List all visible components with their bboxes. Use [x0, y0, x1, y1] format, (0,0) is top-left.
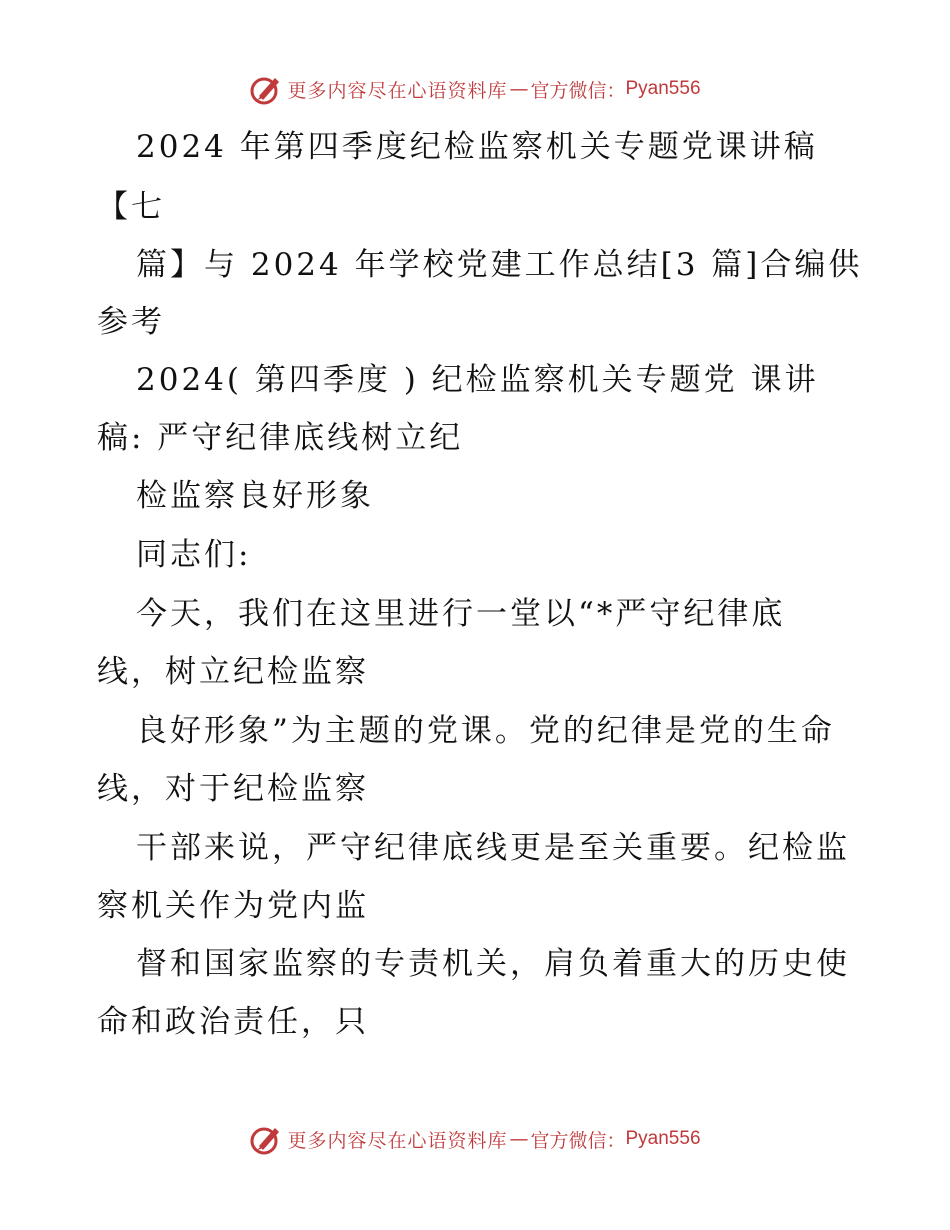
title-line-1: 2024 年第四季度纪检监察机关专题党课讲稿 — [136, 129, 818, 165]
title-line-3: 篇】与 2024 年学校党建工作总结[3 篇]合编供 — [136, 247, 863, 283]
body-line: 察机关作为党内监 — [97, 888, 369, 924]
body-line: 今天，我们在这里进行一堂以“*严守纪律底 — [136, 596, 786, 632]
salutation: 同志们: — [136, 537, 252, 573]
subtitle-line-1: 2024( 第四季度 ) 纪检监察机关专题党 课讲 — [136, 362, 819, 398]
body-line: 线，对于纪检监察 — [97, 771, 369, 807]
body-line: 督和国家监察的专责机关，肩负着重大的历史使 — [136, 946, 850, 982]
footer-wechat-label: 官方微信： — [530, 1129, 626, 1152]
title-line-2: 【七 — [97, 189, 165, 225]
header-wechat-label: 官方微信： — [530, 79, 626, 102]
footer-site-text: 更多内容尽在心语资料库 — [287, 1129, 508, 1152]
header-wechat-id: Pyan556 — [625, 78, 701, 99]
subtitle-line-3: 检监察良好形象 — [136, 478, 374, 514]
footer-watermark — [0, 1122, 950, 1156]
header-dash: — — [509, 78, 529, 100]
header-site-text: 更多内容尽在心语资料库 — [287, 79, 508, 102]
pen-nib-logo-icon — [249, 1122, 283, 1156]
body-line: 良好形象”为主题的党课。党的纪律是党的生命 — [136, 713, 835, 749]
body-line: 命和政治责任，只 — [97, 1004, 369, 1040]
body-line: 干部来说，严守纪律底线更是至关重要。纪检监 — [136, 830, 850, 866]
footer-wechat-id: Pyan556 — [625, 1128, 701, 1149]
title-line-4: 参考 — [97, 304, 165, 340]
subtitle-line-2: 稿: 严守纪律底线树立纪 — [97, 420, 464, 456]
body-line: 线，树立纪检监察 — [97, 654, 369, 690]
header-watermark — [0, 72, 950, 106]
footer-dash: — — [509, 1128, 529, 1150]
pen-nib-logo-icon — [249, 72, 283, 106]
